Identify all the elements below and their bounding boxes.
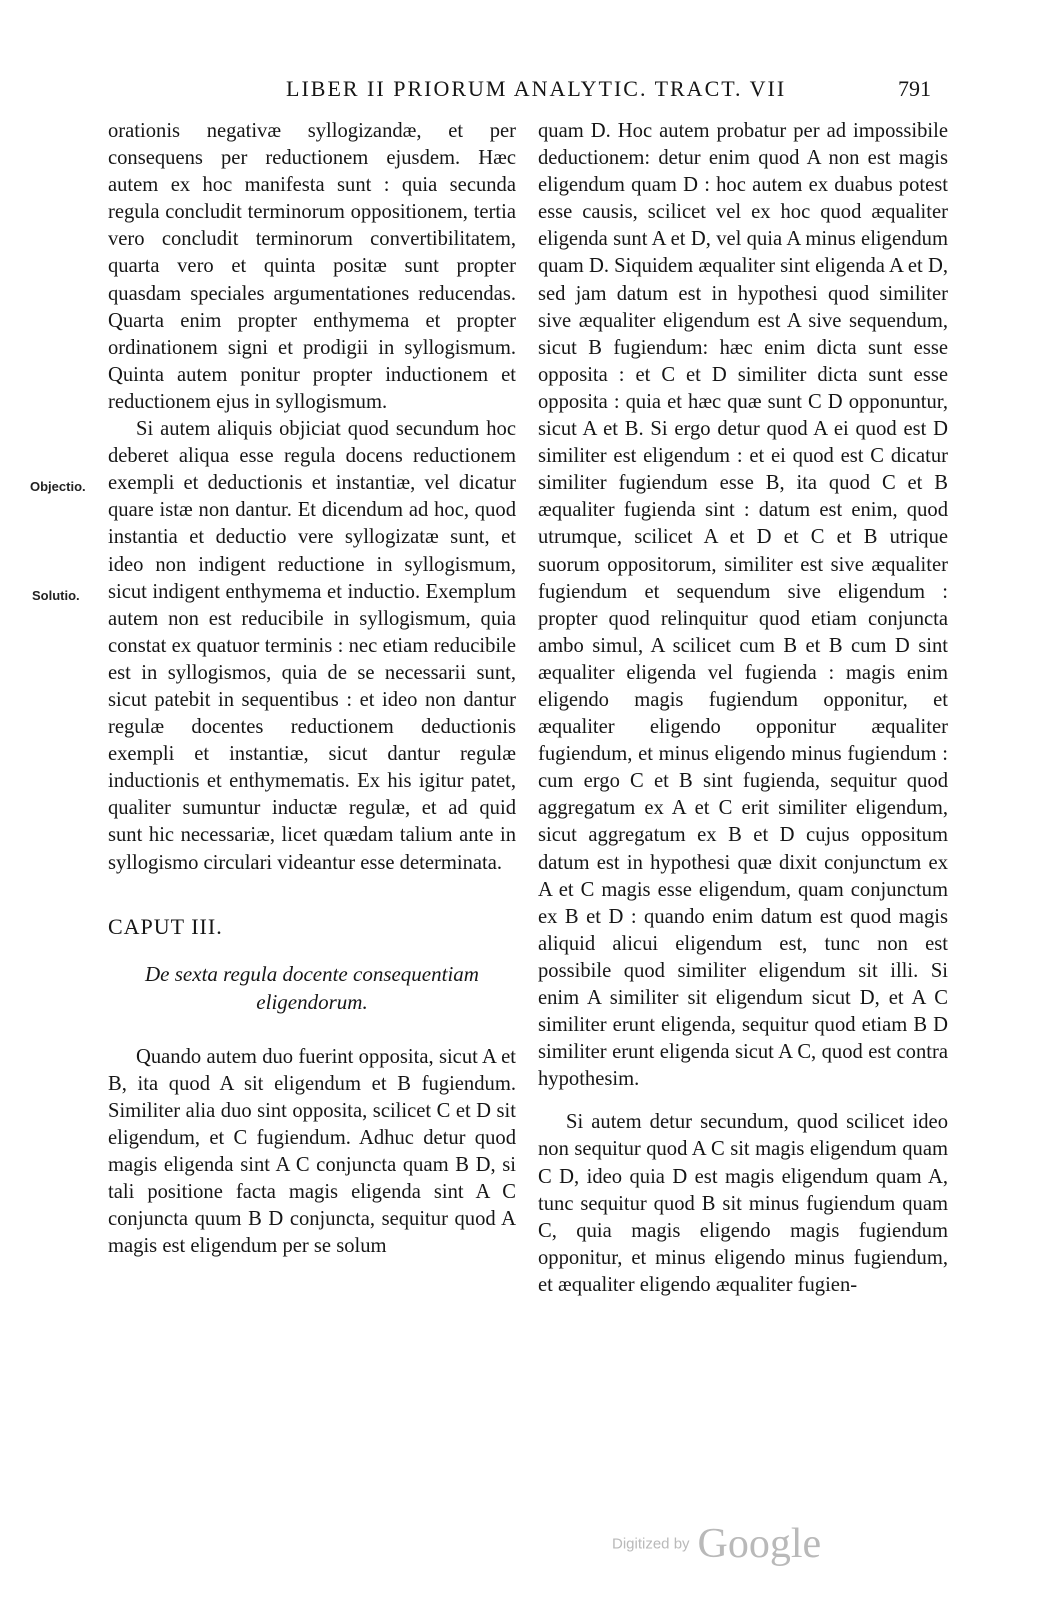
margin-note-solutio: Solutio. (32, 588, 80, 603)
digitized-by-label: Digitized by (612, 1535, 690, 1553)
paragraph: Quando autem duo fuerint opposita, sicut A et B, ita quod A sit eligendum et B fugiendum. Similiter alia duo sint opposita, scilicet C et D sit eligendum, et C fugiendum. Adhuc detur quod magis eligenda sint A C conjuncta quam B D, si tali positione facta magis eligenda sint A C conjuncta quum B D conjuncta, sequitur quod A magis est eligendum per se solum (108, 1045, 516, 1258)
chapter-subtitle: De sexta regula docente consequentiam eligendorum. (145, 961, 479, 1014)
right-column (538, 118, 948, 1299)
paragraph: quam D. Hoc autem probatur per ad impossibile deductionem: detur enim quod A non est magis eligendum quam D : hoc autem ex duabus potest esse causis, scilicet vel ex hoc quod æqualiter eligenda sunt A et D, vel quia A minus eligendum quam D. Siquidem æqualiter sint eligenda A et D, sed jam datum est in hypothesi quod similiter sive æqualiter eligendum est A sive sequendum, sicut B fugiendum: hæc enim dicta sunt esse opposita : et C et D similiter dicta sunt esse opposita : quia et hæc quæ sunt C D opponuntur, sicut A et B. Si ergo detur quod A ei quod est D similiter est eligendum : et ei quod est C dicatur similiter fugiendum esse B, ita quod C et B æqualiter fugienda sint : datum est enim, quod utrumque, scilicet A et D et C et B utrique suorum oppositorum, similiter est sive æqualiter fugiendum et sequendum sive eligendum : propter quod relinquitur quod etiam conjuncta ambo simul, A scilicet cum B et B cum D sint æqualiter eligenda vel fugienda : magis enim eligendo magis fugiendum opponitur, et æqualiter eligendo opponitur æqualiter fugiendum, et minus eligendo minus fugiendum : cum ergo C et B sint fugienda, sequitur quod aggregatum ex A et C erit similiter eligendum, sicut aggregatum ex B et D cujus oppositum datum est in hypothesi quæ dixit conjunctum ex A et C magis esse eligendum, quam conjunctum ex B et D : quando enim datum est quod magis aliquid alicui eligendum est, tunc non est possibile quod similiter eligendum sit illi. Si enim A similiter sit eligendum sicut D, et A C similiter erunt eligenda, sequitur quod etiam B D similiter erunt eligenda sicut A C, quod est contra hypothesim. (538, 120, 948, 1091)
paragraph: Si autem aliquis objiciat quod secundum hoc deberet aliqua esse regula docens reductionem exempli et deductionis et instantiæ, vel dicatur quare istæ non dantur. Et dicendum ad hoc, quod instantia et deductio vere syllogizatæ sunt, et ideo non indigent reductione in syllogismum, sicut indigent enthymema et inductio. Exemplum autem non est reducibile in syllogismum, quia constat ex quatuor terminis : nec etiam reducibile est in syllogismos, quia de se necessarii sunt, sicut patebit in sequentibus : et ideo non dantur regulæ docentes reductionem deductionis exempli et instantiæ, sicut dantur regulæ inductionis et enthymematis. Ex his igitur patet, qualiter sumuntur inductæ regulæ, et ad quid sunt hic necessariæ, licet quædam talium ante in syllogismo circulari videantur esse determinata. (108, 418, 516, 874)
page-header (0, 76, 1056, 106)
paragraph: Si autem detur secundum, quod scilicet ideo non sequitur quod A C sit magis eligendum quam C D, ideo quia D est magis eligendum quam A, tunc sequitur quod B sit minus fugiendum quam C, quia magis eligendo magis fugiendum opponitur, et minus eligendo minus fugiendum, et æqualiter eligendo æqualiter fugien- (538, 1111, 948, 1296)
left-column (108, 118, 516, 1260)
paragraph: orationis negativæ syllogizandæ, et per consequens per reductionem ejusdem. Hæc autem ex hoc manifesta sunt : quia secunda regula concludit terminorum oppositionem, tertia vero concludit terminorum convertibilitatem, quarta vero et quinta positæ sunt propter quasdam speciales argumentationes reducendas. Quarta enim propter enthymema et propter ordinationem signi et prodigii in syllogismum. Quinta autem ponitur propter inductionem et reductionem ejus in syllogismum. (108, 120, 516, 413)
chapter-title: CAPUT III. (108, 913, 223, 939)
page-number: 791 (898, 76, 931, 101)
google-logo: Google (697, 1521, 822, 1567)
digitized-watermark (612, 1520, 821, 1568)
running-head: LIBER II PRIORUM ANALYTIC. TRACT. VII (286, 76, 787, 101)
margin-note-objectio: Objectio. (30, 479, 86, 494)
